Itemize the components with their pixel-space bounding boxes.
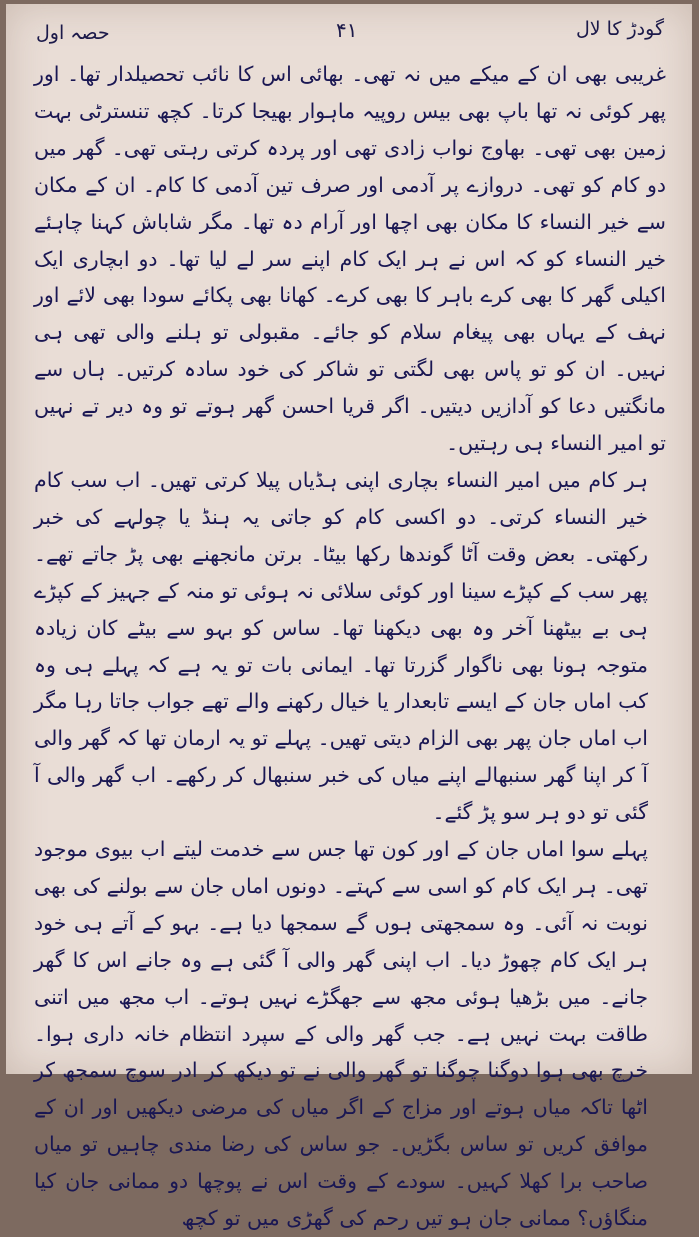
page-header	[6, 14, 692, 54]
page-number: ۴۱	[336, 18, 358, 42]
paragraph-2: ہر کام میں امیر النساء بچاری اپنی ہڈیاں پیلا کرتی تھیں۔ اب سب کام خیر النساء کرتی۔ دو اکسی کام کو جاتی یہ ہنڈ یا چولہے کی خبر رکھتی۔ بعض وقت آٹا گوندھا رکھا بیٹا۔ برتن مانجھنے بھی پڑ جاتے تھے۔ پھر سب کے کپڑے سینا اور کوئی سلائی نہ ہوئی تو منہ کے جہیز کے کپڑے ہی بے بیٹھنا آخر وہ بھی دیکھنا تھا۔ ساس کو بہو سے بیٹے کان زیادہ متوجہ ہونا بھی ناگوار گزرتا تھا۔ ایمانی بات تو یہ ہے کہ پہلے ہی وہ کب اماں جان کے ایسے تابعدار یا خیال رکھنے والے تھے جواب جاتا رہا مگر اب اماں جان پھر بھی الزام دیتی تھیں۔ پہلے تو یہ ارمان تھا کہ گھر والی آ کر اپنا گھر سنبھالے اپنے میاں کی خبر سنبھال کر رکھے۔ اب گھر والی آ گئی تو دو ہر سو پڑ گئے۔	[34, 467, 648, 825]
section-label: حصہ اول	[36, 22, 110, 44]
paragraph-1: غریبی بھی ان کے میکے میں نہ تھی۔ بھائی اس کا نائب تحصیلدار تھا۔ اور پھر کوئی نہ تھا باپ بھی بیس روپیہ ماہوار بھیجا کرتا۔ کچھ تنسترٹی بہت زمین بھی تھی۔ بھاوج نواب زادی تھی اور پردہ کرتی رہتی تھی۔ گھر میں دو کام کو تھی۔ دروازے پر آدمی اور صرف تین آدمی کا کام۔ ان کے مکان سے خیر النساء کا مکان بھی اچھا اور آرام دہ تھا۔ مگر شاباش کہنا چاہئے خیر النساء کو کہ اس نے ہر ایک کام اپنے سر لے لیا تھا۔ دو ابچاری ایک اکیلی گھر کا بھی کرے باہر کا بھی کرے۔ کھانا بھی پکائے سودا بھی لائے اور نہف کے یہاں بھی پیغام سلام کو جائے۔ مقبولی تو ہلنے والی تھی ہی نہیں۔ ان کو تو پاس بھی لگتی تو شاکر کی خود سادہ کرتیں۔ ہاں سے مانگتیں دعا کو آدازیں دیتیں۔ اگر قریا احسن گھر ہوتے تو وہ دیر تے نہیں تو امیر النساء ہی رہتیں۔	[34, 62, 666, 456]
page-body	[34, 56, 666, 1237]
paragraph-3: پہلے سوا اماں جان کے اور کون تھا جس سے خدمت لیتے اب بیوی موجود تھی۔ ہر ایک کام کو اسی سے کہتے۔ دونوں اماں جان سے بولنے کی بھی نوبت نہ آئی۔ وہ سمجھتی ہوں گے سمجھا دیا ہے۔ بہو کے آتے ہی خود ہر ایک کام چھوڑ دیا۔ اب اپنی گھر والی آ گئی ہے وہ جانے اس کا گھر جانے۔ میں بڑھیا ہوئی مجھ سے جھگڑے نہیں ہوتے۔ اب مجھ میں اتنی طاقت بہت نہیں ہے۔ جب گھر والی کے سپرد انتظام خانہ داری ہوا۔ خرچ بھی ہوا دوگنا چوگنا تو گھر والی نے تو دیکھ کر ادر سوچ سمجھ کر اٹھا تاکہ میاں ہوتے اور مزاج کے اگر میاں کی مرضی دیکھیں اور ان کے موافق کریں تو ساس بگڑیں۔ جو ساس کی رضا مندی چاہیں تو میاں صاحب برا کھلا کہیں۔ سودے کے وقت اس نے پوچھا دو ممانی جان کیا منگاؤں؟ ممانی جان ہو تیں رحم کی گھڑی میں تو کچھ	[34, 837, 648, 1231]
book-page	[6, 4, 692, 1231]
running-title: گودڑ کا لال	[575, 18, 664, 40]
